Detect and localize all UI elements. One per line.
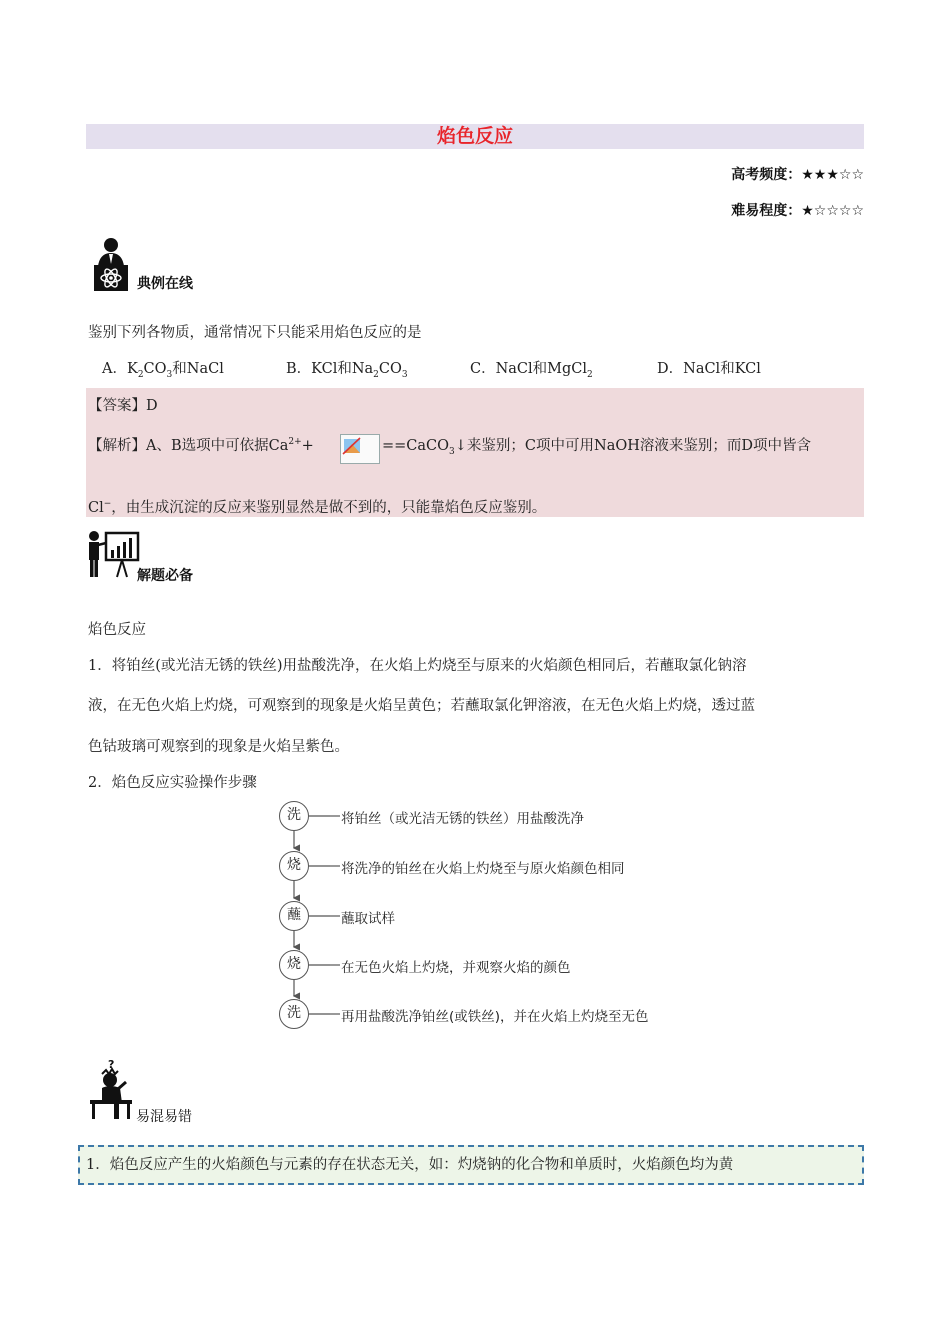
subtitle-flame-reaction: 焰色反应 (88, 622, 146, 638)
paragraph-2: 2．焰色反应实验操作步骤 (88, 775, 257, 791)
difficulty-label: 难易程度： (731, 203, 802, 219)
paragraph-1-line-2: 液，在无色火焰上灼烧，可观察到的现象是火焰呈黄色；若蘸取氯化钾溶液，在无色火焰上灼烧，透过蓝 (88, 698, 755, 714)
option-d: D．NaCl和KCl (657, 361, 761, 377)
step-4-text: 在无色火焰上灼烧，并观察火焰的颜色 (341, 960, 571, 976)
step-2-text: 将洗净的铂丝在火焰上灼烧至与原火焰颜色相同 (341, 861, 625, 877)
analysis-line-1: 【解析】A、B选项中可依据$Ca^{2+}+$ (88, 437, 314, 454)
step-2-circle: 烧 (279, 851, 309, 881)
frequency-stars: ★★★☆☆ (801, 167, 864, 183)
step-1-text: 将铂丝（或光洁无锈的铁丝）用盐酸洗净 (341, 811, 584, 827)
presenter-atom-icon (90, 236, 132, 292)
paragraph-1-line-3: 色钴玻璃可观察到的现象是火焰呈紫色。 (88, 739, 349, 755)
difficulty-rating (731, 200, 864, 220)
answer-text: 【答案】D (88, 398, 158, 414)
step-3-circle: 蘸 (279, 901, 309, 931)
pitfall-note-text: 1．焰色反应产生的火焰颜色与元素的存在状态无关，如：灼烧钠的化合物和单质时，火焰颜色均为黄 (86, 1157, 734, 1173)
paragraph-1-line-1: 1．将铂丝(或光洁无锈的铁丝)用盐酸洗净，在火焰上灼烧至与原来的火焰颜色相同后，若蘸取氯化钠溶 (88, 658, 747, 674)
analysis-line-2: Cl−，由生成沉淀的反应来鉴别显然是做不到的，只能靠焰色反应鉴别。 (88, 499, 547, 516)
step-1-circle: 洗 (279, 801, 309, 831)
page-title: 焰色反应 (436, 125, 513, 147)
option-c: C．NaCl和MgCl$_2$ (470, 361, 593, 380)
section-heading-pitfalls: 易混易错 (136, 1109, 192, 1125)
section-heading-essentials: 解题必备 (137, 568, 193, 584)
step-5-text: 再用盐酸洗净铂丝(或铁丝)，并在火焰上灼烧至无色 (341, 1009, 649, 1025)
presenter-chart-icon (86, 530, 140, 578)
frequency-rating (731, 164, 864, 184)
option-a: A．$K_2CO_3$和NaCl (102, 361, 224, 380)
broken-image-icon (340, 434, 380, 464)
option-b: B．KCl和$Na_2CO_3$ (286, 361, 408, 380)
step-4-circle: 烧 (279, 950, 309, 980)
frequency-label: 高考频度： (731, 167, 802, 183)
svg-text:?: ? (108, 1058, 115, 1071)
step-3-text: 蘸取试样 (341, 911, 395, 927)
step-5-circle: 洗 (279, 999, 309, 1029)
title-bar (86, 124, 864, 149)
difficulty-stars: ★☆☆☆☆ (801, 203, 864, 219)
flow-connectors-ext (330, 798, 340, 1033)
section-heading-examples: 典例在线 (137, 276, 193, 292)
confused-student-icon (88, 1058, 134, 1120)
question-text: 鉴别下列各物质，通常情况下只能采用焰色反应的是 (88, 325, 422, 341)
analysis-line-1b: ==CaCO$_3$↓来鉴别；C项中可用NaOH溶液来鉴别；而D项中皆含 (382, 438, 811, 457)
